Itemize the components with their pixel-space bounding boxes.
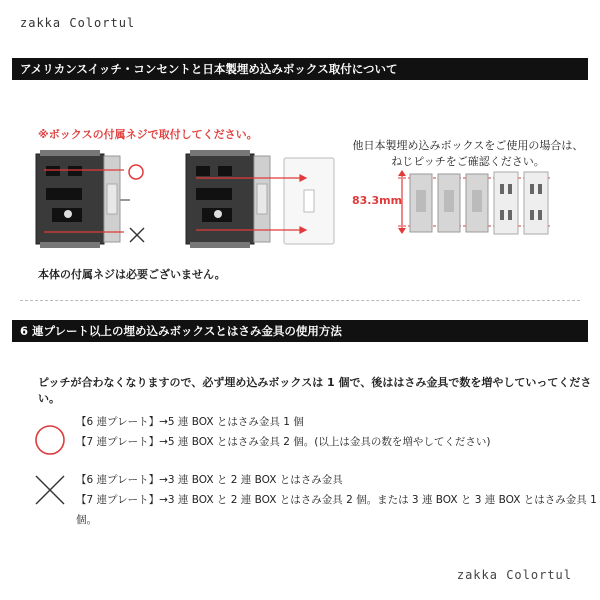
note-other-boxes-line2: ねじピッチをご確認ください。 — [391, 155, 545, 168]
section-title-boxes-clamps: 6 連プレート以上の埋め込みボックスとはさみ金具の使用方法 — [12, 320, 588, 342]
correct-usage-text — [76, 412, 490, 452]
cross-icon — [130, 228, 144, 242]
note-other-boxes — [348, 138, 588, 170]
circle-icon — [129, 165, 143, 179]
section-title-installation: アメリカンスイッチ・コンセントと日本製埋め込みボックス取付について — [12, 58, 588, 80]
warning-use-box-screws: ※ボックスの付属ネジで取付してください。 — [38, 128, 258, 141]
brand-logo-top: zakka Colortul — [20, 16, 136, 30]
ok-circle-icon — [36, 426, 64, 454]
incorrect-usage-text — [76, 470, 600, 530]
incorrect-usage-line1: 【6 連プレート】→3 連 BOX と 2 連 BOX とはさみ金具 — [76, 474, 343, 486]
pitch-83-3mm-label: 83.3mm — [352, 194, 403, 207]
note-no-device-screws: 本体の付属ネジは必要ございません。 — [38, 268, 226, 281]
box-switch-plate-illustration — [186, 150, 334, 248]
incorrect-usage-line2: 【7 連プレート】→3 連 BOX と 2 連 BOX とはさみ金具 2 個。または 3 連 BOX と 3 連 BOX とはさみ金具 1 個。 — [76, 494, 597, 526]
correct-usage-line2: 【7 連プレート】→5 連 BOX とはさみ金具 2 個。(以上は金具の数を増やしてください) — [76, 436, 491, 448]
note-other-boxes-line1: 他日本製埋め込みボックスをご使用の場合は、 — [352, 139, 584, 152]
intro-text: ピッチが合わなくなりますので、必ず埋め込みボックスは 1 個で、後ははさみ金具で数を増やしていってください。 — [38, 376, 592, 405]
ng-cross-icon — [36, 476, 64, 504]
brand-logo-bottom: zakka Colortul — [456, 568, 572, 582]
pitch-measure-illustration — [398, 170, 550, 234]
correct-usage-line1: 【6 連プレート】→5 連 BOX とはさみ金具 1 個 — [76, 416, 304, 428]
box-with-switch-illustration — [36, 150, 130, 248]
section-divider — [20, 300, 580, 301]
